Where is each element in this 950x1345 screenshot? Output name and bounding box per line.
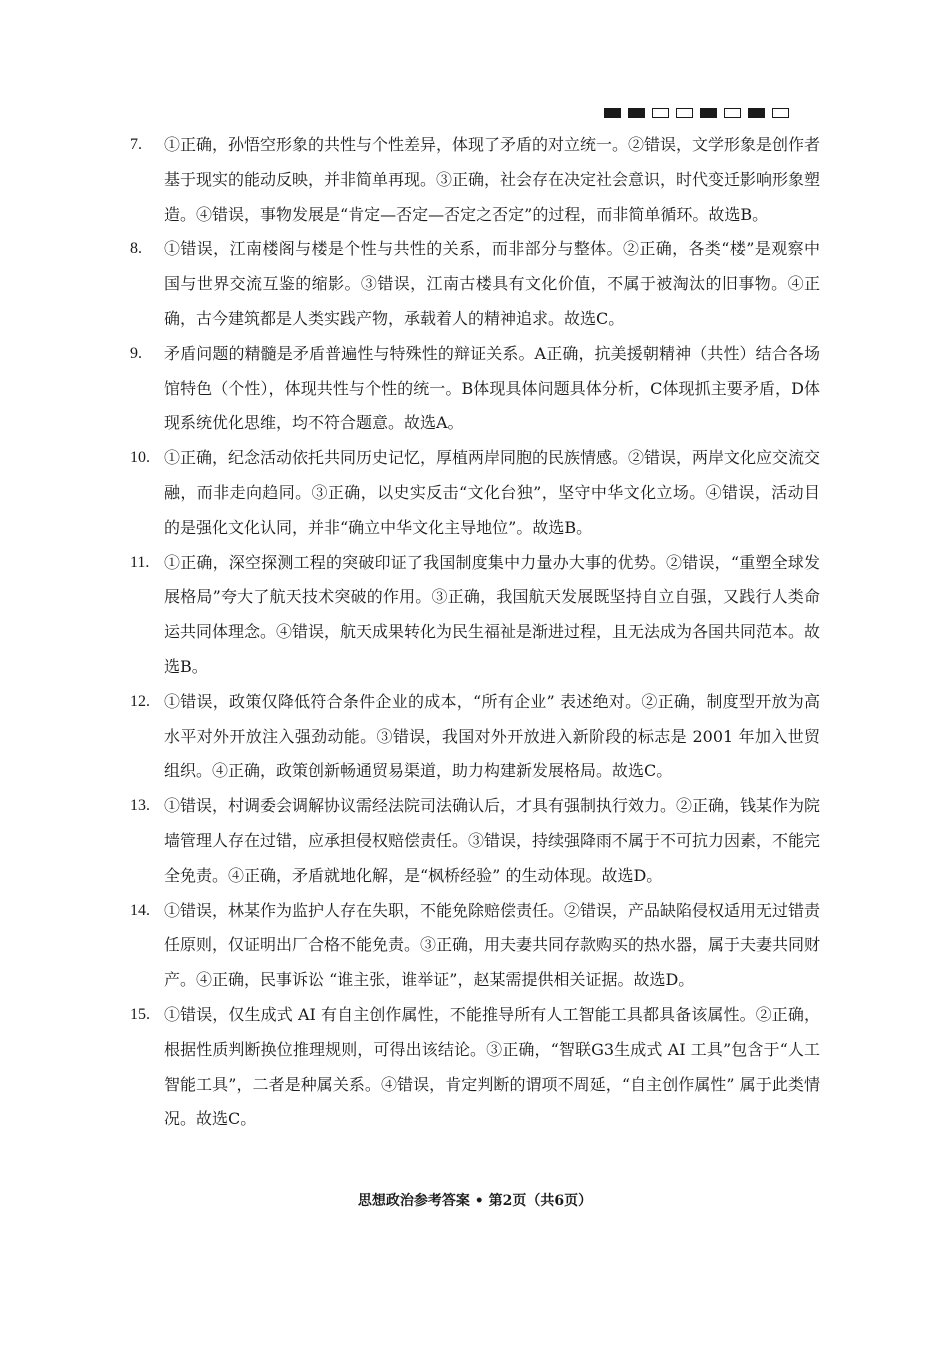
header-mark-5 (700, 108, 717, 118)
answer-item-10 (130, 441, 820, 545)
header-mark-1 (604, 108, 621, 118)
question-number: 9. (130, 344, 142, 362)
answer-text: ①错误，村调委会调解协议需经法院司法确认后，才具有强制执行效力。②正确，钱某作为院墙管理人存在过错，应承担侵权赔偿责任。③错误，持续强降雨不属于不可抗力因素，不能完全免责。④正确，矛盾就地化解，是“枫桥经验” 的生动体现。故选D。 (164, 796, 821, 885)
question-number: 12. (130, 692, 150, 710)
question-number: 15. (130, 1005, 150, 1023)
answer-text: ①错误，江南楼阁与楼是个性与共性的关系，而非部分与整体。②正确，各类“楼”是观察中国与世界交流互鉴的缩影。③错误，江南古楼具有文化价值，不属于被淘汰的旧事物。④正确，古今建筑都是人类实践产物，承载着人的精神追求。故选C。 (164, 239, 820, 328)
question-number: 7. (130, 136, 142, 153)
answer-text: ①正确，孙悟空形象的共性与个性差异，体现了矛盾的对立统一。②错误，文学形象是创作者基于现实的能动反映，并非简单再现。③正确，社会存在决定社会意识，时代变迁影响形象塑造。④错误，事物发展是“肯定—否定—否定之否定”的过程，而非简单循环。故选B。 (164, 135, 821, 224)
header-mark-3 (652, 108, 669, 118)
page-footer: 思想政治参考答案 • 第2页（共6页） (357, 1193, 593, 1209)
answer-item-11 (130, 546, 820, 685)
answer-text: ①错误，林某作为监护人存在失职，不能免除赔偿责任。②错误，产品缺陷侵权适用无过错责任原则，仅证明出厂合格不能免责。③正确，用夫妻共同存款购买的热水器，属于夫妻共同财产。④正确，民事诉讼 “谁主张，谁举证”，赵某需提供相关证据。故选D。 (164, 900, 821, 990)
answer-text: ①错误，仅生成式 AI 有自主创作属性，不能推导所有人工智能工具都具备该属性。②正确，根据性质判断换位推理规则，可得出该结论。③正确，“智联G3生成式 AI 工具”包含于“人工智能工具”，二者是种属关系。④错误，肯定判断的谓项不周延，“自主创作属性” 属于此类情况。故选C。 (164, 1004, 820, 1129)
question-number: 13. (130, 797, 150, 815)
question-number: 8. (130, 240, 142, 258)
header-mark-7 (748, 108, 765, 118)
answer-item-15 (130, 998, 820, 1137)
answer-item-12 (130, 685, 820, 789)
question-number: 14. (130, 901, 150, 919)
header-marks (604, 108, 789, 118)
answer-item-13 (130, 789, 820, 893)
header-mark-6 (724, 108, 741, 118)
answer-item-8 (130, 232, 820, 336)
answer-text: ①正确，深空探测工程的突破印证了我国制度集中力量办大事的优势。②错误，“重塑全球发展格局”夸大了航天技术突破的作用。③正确，我国航天发展既坚持自立自强，又践行人类命运共同体理念。④错误，航天成果转化为民生福祉是渐进过程，且无法成为各国共同范本。故选B。 (164, 552, 821, 676)
question-number: 10. (130, 449, 150, 467)
header-mark-8 (772, 108, 789, 118)
header-mark-2 (628, 108, 645, 118)
answer-text: 矛盾问题的精髓是矛盾普遍性与特殊性的辩证关系。A正确，抗美援朝精神（共性）结合各场馆特色（个性），体现共性与个性的统一。B体现具体问题具体分析，C体现抓主要矛盾，D体现系统优化思维，均不符合题意。故选A。 (164, 343, 820, 433)
answer-text: ①错误，政策仅降低符合条件企业的成本，“所有企业” 表述绝对。②正确，制度型开放为高水平对外开放注入强劲动能。③错误，我国对外开放进入新阶段的标志是 2001 年加入世贸组织。④正确，政策创新畅通贸易渠道，助力构建新发展格局。故选C。 (164, 691, 820, 781)
header-mark-4 (676, 108, 693, 118)
answer-item-14 (130, 894, 820, 998)
answer-item-7 (130, 128, 820, 232)
question-number: 11. (130, 553, 150, 571)
answer-text: ①正确，纪念活动依托共同历史记忆，厚植两岸同胞的民族情感。②错误，两岸文化应交流交融，而非走向趋同。③正确，以史实反击“文化台独”，坚守中华文化立场。④错误，活动目的是强化文化认同，并非“确立中华文化主导地位”。故选B。 (164, 448, 821, 537)
answer-item-9 (130, 337, 820, 441)
answer-list (130, 128, 820, 1137)
